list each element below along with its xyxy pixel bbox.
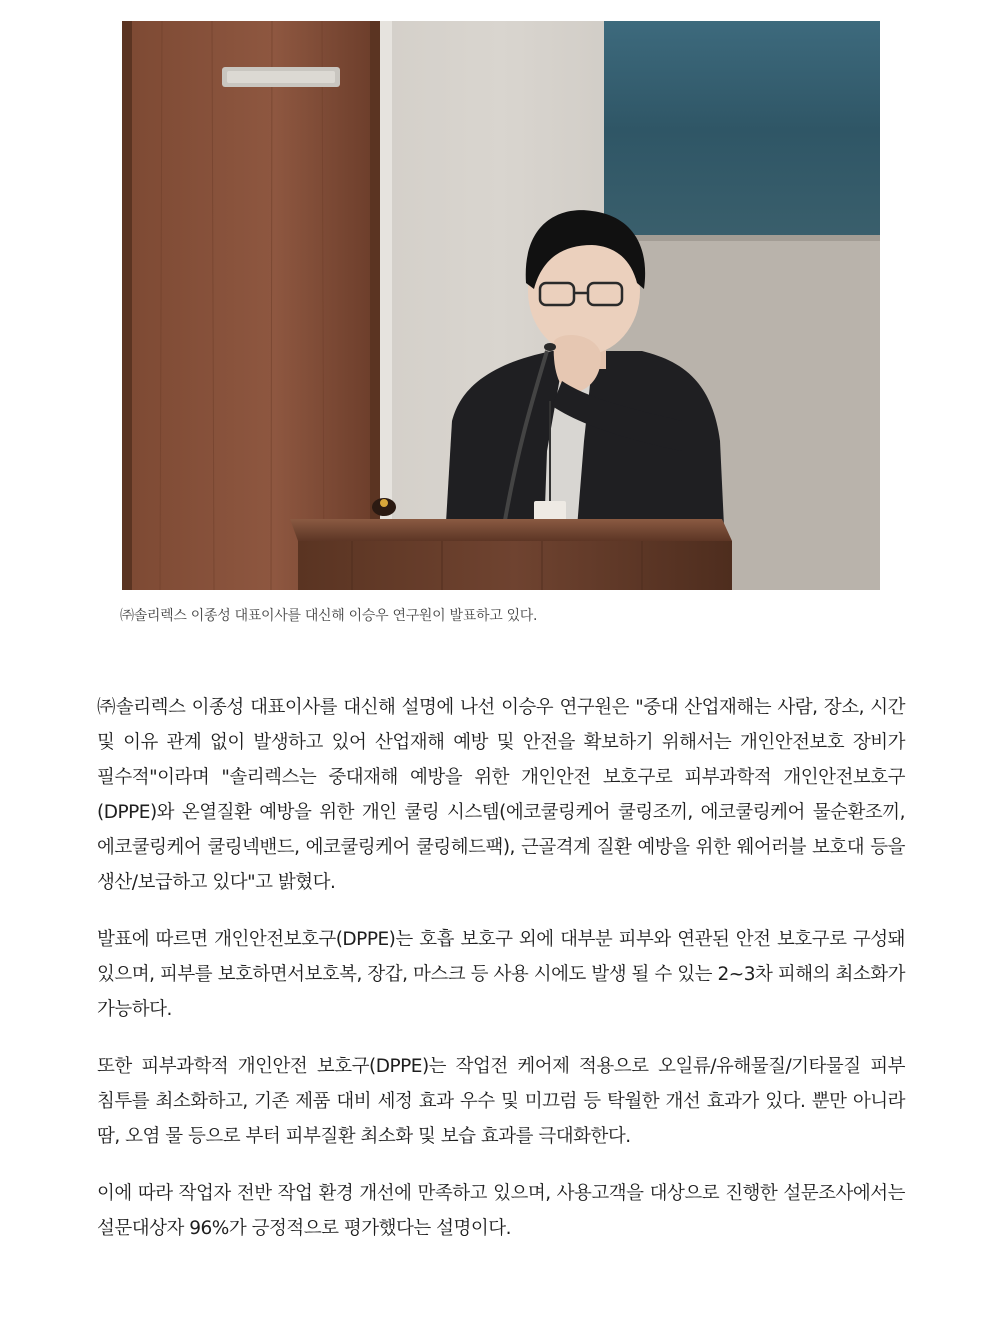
article-paragraph-3: 또한 피부과학적 개인안전 보호구(DPPE)는 작업전 케어제 적용으로 오일류/유해물질/기타물질 피부 침투를 최소화하고, 기존 제품 대비 세정 효과 우수 및 미끄럼 등 탁월한 개선 효과가 있다. 뿐만 아니라 땀, 오염 물 등으로 부터 피부질환 최소화 및 보습 효과를 극대화한다. — [97, 1056, 905, 1147]
article-paragraph-4: 이에 따라 작업자 전반 작업 환경 개선에 만족하고 있으며, 사용고객을 대상으로 진행한 설문조사에서는 설문대상자 96%가 긍정적으로 평가했다는 설명이다. — [97, 1183, 905, 1239]
presenter-photo-illustration — [122, 21, 880, 590]
photo-caption: ㈜솔리렉스 이종성 대표이사를 대신해 이승우 연구원이 발표하고 있다. — [120, 608, 538, 624]
article-paragraph-2: 발표에 따르면 개인안전보호구(DPPE)는 호흡 보호구 외에 대부분 피부와 연관된 안전 보호구로 구성돼 있으며, 피부를 보호하면서보호복, 장갑, 마스크 등 사용 시에도 발생 될 수 있는 2~3차 피해의 최소화가 가능하다. — [97, 929, 905, 1020]
article-paragraph-1: ㈜솔리렉스 이종성 대표이사를 대신해 설명에 나선 이승우 연구원은 "중대 산업재해는 사람, 장소, 시간 및 이유 관계 없이 발생하고 있어 산업재해 예방 및 안전을 확보하기 위해서는 개인안전보호 장비가 필수적"이라며 "솔리렉스는 중대재해 예방을 위한 개인안전 보호구로 피부과학적 개인안전보호구(DPPE)와 온열질환 예방을 위한 개인 쿨링 시스템(에코쿨링케어 쿨링조끼, 에코쿨링케어 물순환조끼, 에코쿨링케어 쿨링넥밴드, 에코쿨링케어 쿨링헤드팩), 근골격계 질환 예방을 위한 웨어러블 보호대 등을 생산/보급하고 있다"고 밝혔다. — [97, 697, 905, 893]
article-body — [97, 690, 905, 1268]
article-photo — [122, 21, 880, 590]
